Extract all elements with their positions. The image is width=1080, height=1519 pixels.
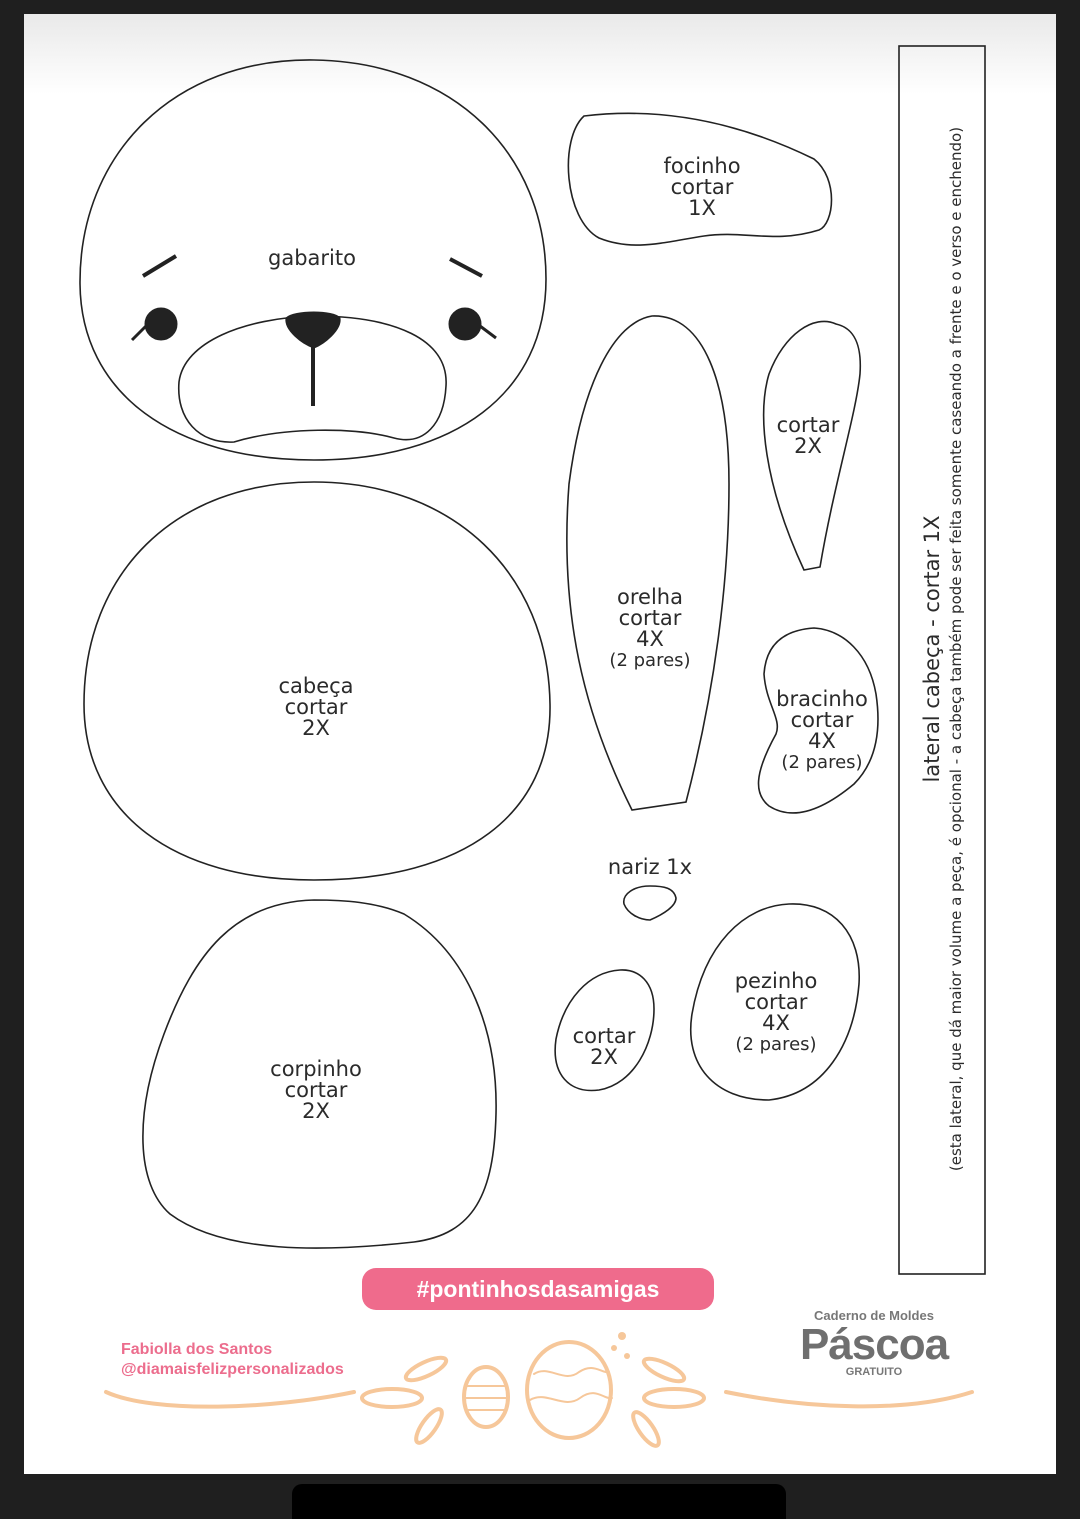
nose-piece-outline [624,886,676,920]
foot-name: pezinho [734,969,818,993]
right-swirl-line [726,1392,972,1406]
body-qty: 2X [302,1099,330,1123]
pattern-shapes [24,14,1056,1474]
sole-qty: 2X [590,1045,618,1069]
ear-action: cortar [618,606,682,630]
author-name: Fabiolla dos Santos [121,1341,273,1358]
foot-note: (2 pares) [735,1034,817,1055]
brand-sub: GRATUITO [845,1366,903,1378]
right-eye-dot [449,308,481,340]
arm-action: cortar [790,708,854,732]
body-action: cortar [284,1078,348,1102]
arm-note: (2 pares) [781,752,863,773]
foot-action: cortar [744,990,808,1014]
muzzle-name: focinho [663,154,741,178]
template-label [268,248,356,269]
brand-title: Páscoa [799,1320,949,1369]
left-eye-lash [132,326,146,340]
ear-piece-outline [567,316,729,810]
author-credit [121,1340,344,1380]
pattern-page [24,14,1056,1474]
sole-label [573,1026,636,1068]
ear-note: (2 pares) [609,650,691,671]
confetti-dot-2 [611,1345,617,1351]
nose-label [608,857,692,878]
arm-label [776,689,868,773]
inner-ear-qty: 2X [794,434,822,458]
head-action: cortar [284,695,348,719]
ear-name: orelha [617,585,683,609]
body-label [270,1059,362,1122]
left-swirl-line [106,1392,354,1407]
template-label-text: gabarito [268,246,356,270]
head-qty: 2X [302,716,330,740]
head-name: cabeça [278,674,354,698]
inner-ear-action: cortar [776,413,840,437]
brand-kicker: Caderno de Moldes [814,1308,934,1323]
confetti-dot-1 [618,1332,626,1340]
small-egg-stripes [464,1386,508,1410]
foot-qty: 4X [762,1011,790,1035]
arm-name: bracinho [776,687,868,711]
muzzle-label [663,156,740,219]
side-strip-note: (esta lateral, que dá maior volume a peça, é opcional - a cabeça também pode ser feita somente caseando a frente e o verso e enchendo) [947,126,965,1172]
right-eyebrow-mark [450,259,482,276]
hashtag-badge: #pontinhosdasamigas [362,1268,714,1310]
confetti-dot-3 [624,1353,630,1359]
body-name: corpinho [270,1057,362,1081]
left-leaf-3 [412,1406,446,1447]
inner-ear-label [777,415,840,457]
sole-action: cortar [572,1024,636,1048]
large-egg [527,1342,611,1438]
nose-label-text: nariz 1x [607,855,693,879]
arm-qty: 4X [808,729,836,753]
author-handle: @diamaisfelizpersonalizados [121,1361,344,1378]
muzzle-action: cortar [670,175,734,199]
ear-label [609,587,690,671]
right-leaf-2 [641,1354,687,1385]
large-egg-wave [530,1368,612,1402]
right-eye-lash [480,326,496,338]
left-eyebrow-mark [143,256,176,276]
side-strip-label: lateral cabeça - cortar 1X [920,515,944,783]
foot-label [735,971,818,1055]
right-leaf-3 [629,1409,663,1450]
head-label [278,676,353,739]
side-strip-text [919,64,967,1234]
right-leaf-1 [644,1389,704,1407]
left-eye-dot [145,308,177,340]
muzzle-qty: 1X [688,196,716,220]
bottom-bar [292,1484,786,1519]
ear-qty: 4X [636,627,664,651]
left-leaf-1 [362,1389,422,1407]
left-leaf-2 [403,1353,449,1384]
brand-logo [789,1308,959,1377]
top-status-strip [0,0,1080,14]
